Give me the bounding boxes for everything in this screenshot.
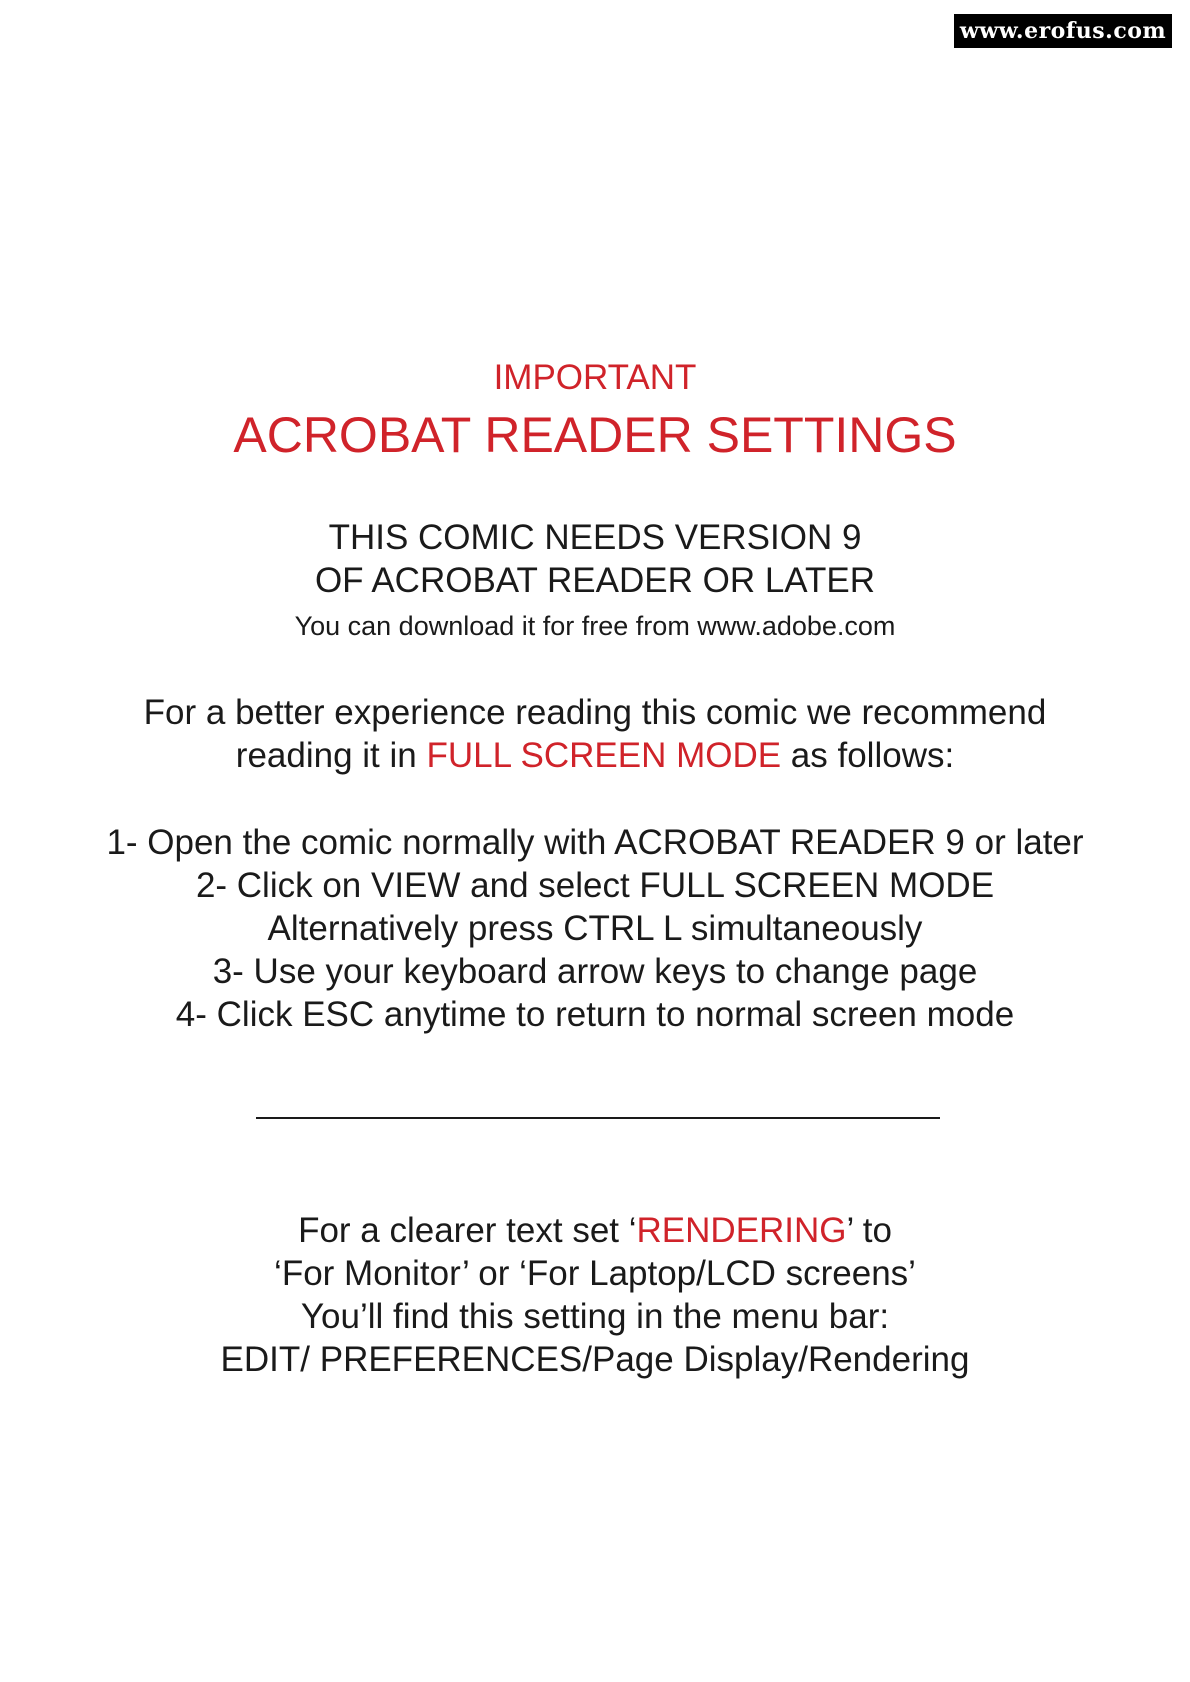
- full-screen-mode-highlight: FULL SCREEN MODE: [426, 736, 782, 775]
- rendering-menu-path: EDIT/ PREFERENCES/Page Display/Rendering: [220, 1340, 970, 1379]
- page-title: ACROBAT READER SETTINGS: [233, 407, 957, 463]
- recommendation-text-before: reading it in: [235, 736, 427, 775]
- rendering-highlight: RENDERING: [636, 1211, 847, 1250]
- rendering-text-before: For a clearer text set ‘: [298, 1211, 637, 1250]
- step-2: 2- Click on VIEW and select FULL SCREEN MODE: [195, 866, 995, 905]
- recommendation-line-1: For a better experience reading this comic we recommend: [143, 693, 1047, 732]
- step-1: 1- Open the comic normally with ACROBAT READER 9 or later: [106, 823, 1084, 862]
- recommendation-line-2: [0, 738, 1190, 773]
- step-3: 3- Use your keyboard arrow keys to change page: [212, 952, 978, 991]
- rendering-line-2: ‘For Monitor’ or ‘For Laptop/LCD screens’: [274, 1254, 916, 1293]
- rendering-line-3: You’ll find this setting in the menu bar:: [300, 1297, 890, 1336]
- step-2-alternative: Alternatively press CTRL L simultaneously: [267, 909, 923, 948]
- watermark-logo: [954, 14, 1172, 48]
- watermark-text: www.erofus.com: [959, 18, 1167, 44]
- important-heading: IMPORTANT: [493, 358, 697, 397]
- download-note: You can download it for free from www.adobe.com: [294, 611, 896, 641]
- rendering-text-after: ’ to: [846, 1211, 892, 1250]
- section-divider: [256, 1117, 940, 1119]
- rendering-line-1: [0, 1213, 1190, 1248]
- step-4: 4- Click ESC anytime to return to normal screen mode: [175, 995, 1015, 1034]
- requirement-line-2: OF ACROBAT READER OR LATER: [314, 561, 876, 600]
- recommendation-text-after: as follows:: [781, 736, 955, 775]
- requirement-line-1: THIS COMIC NEEDS VERSION 9: [328, 518, 862, 557]
